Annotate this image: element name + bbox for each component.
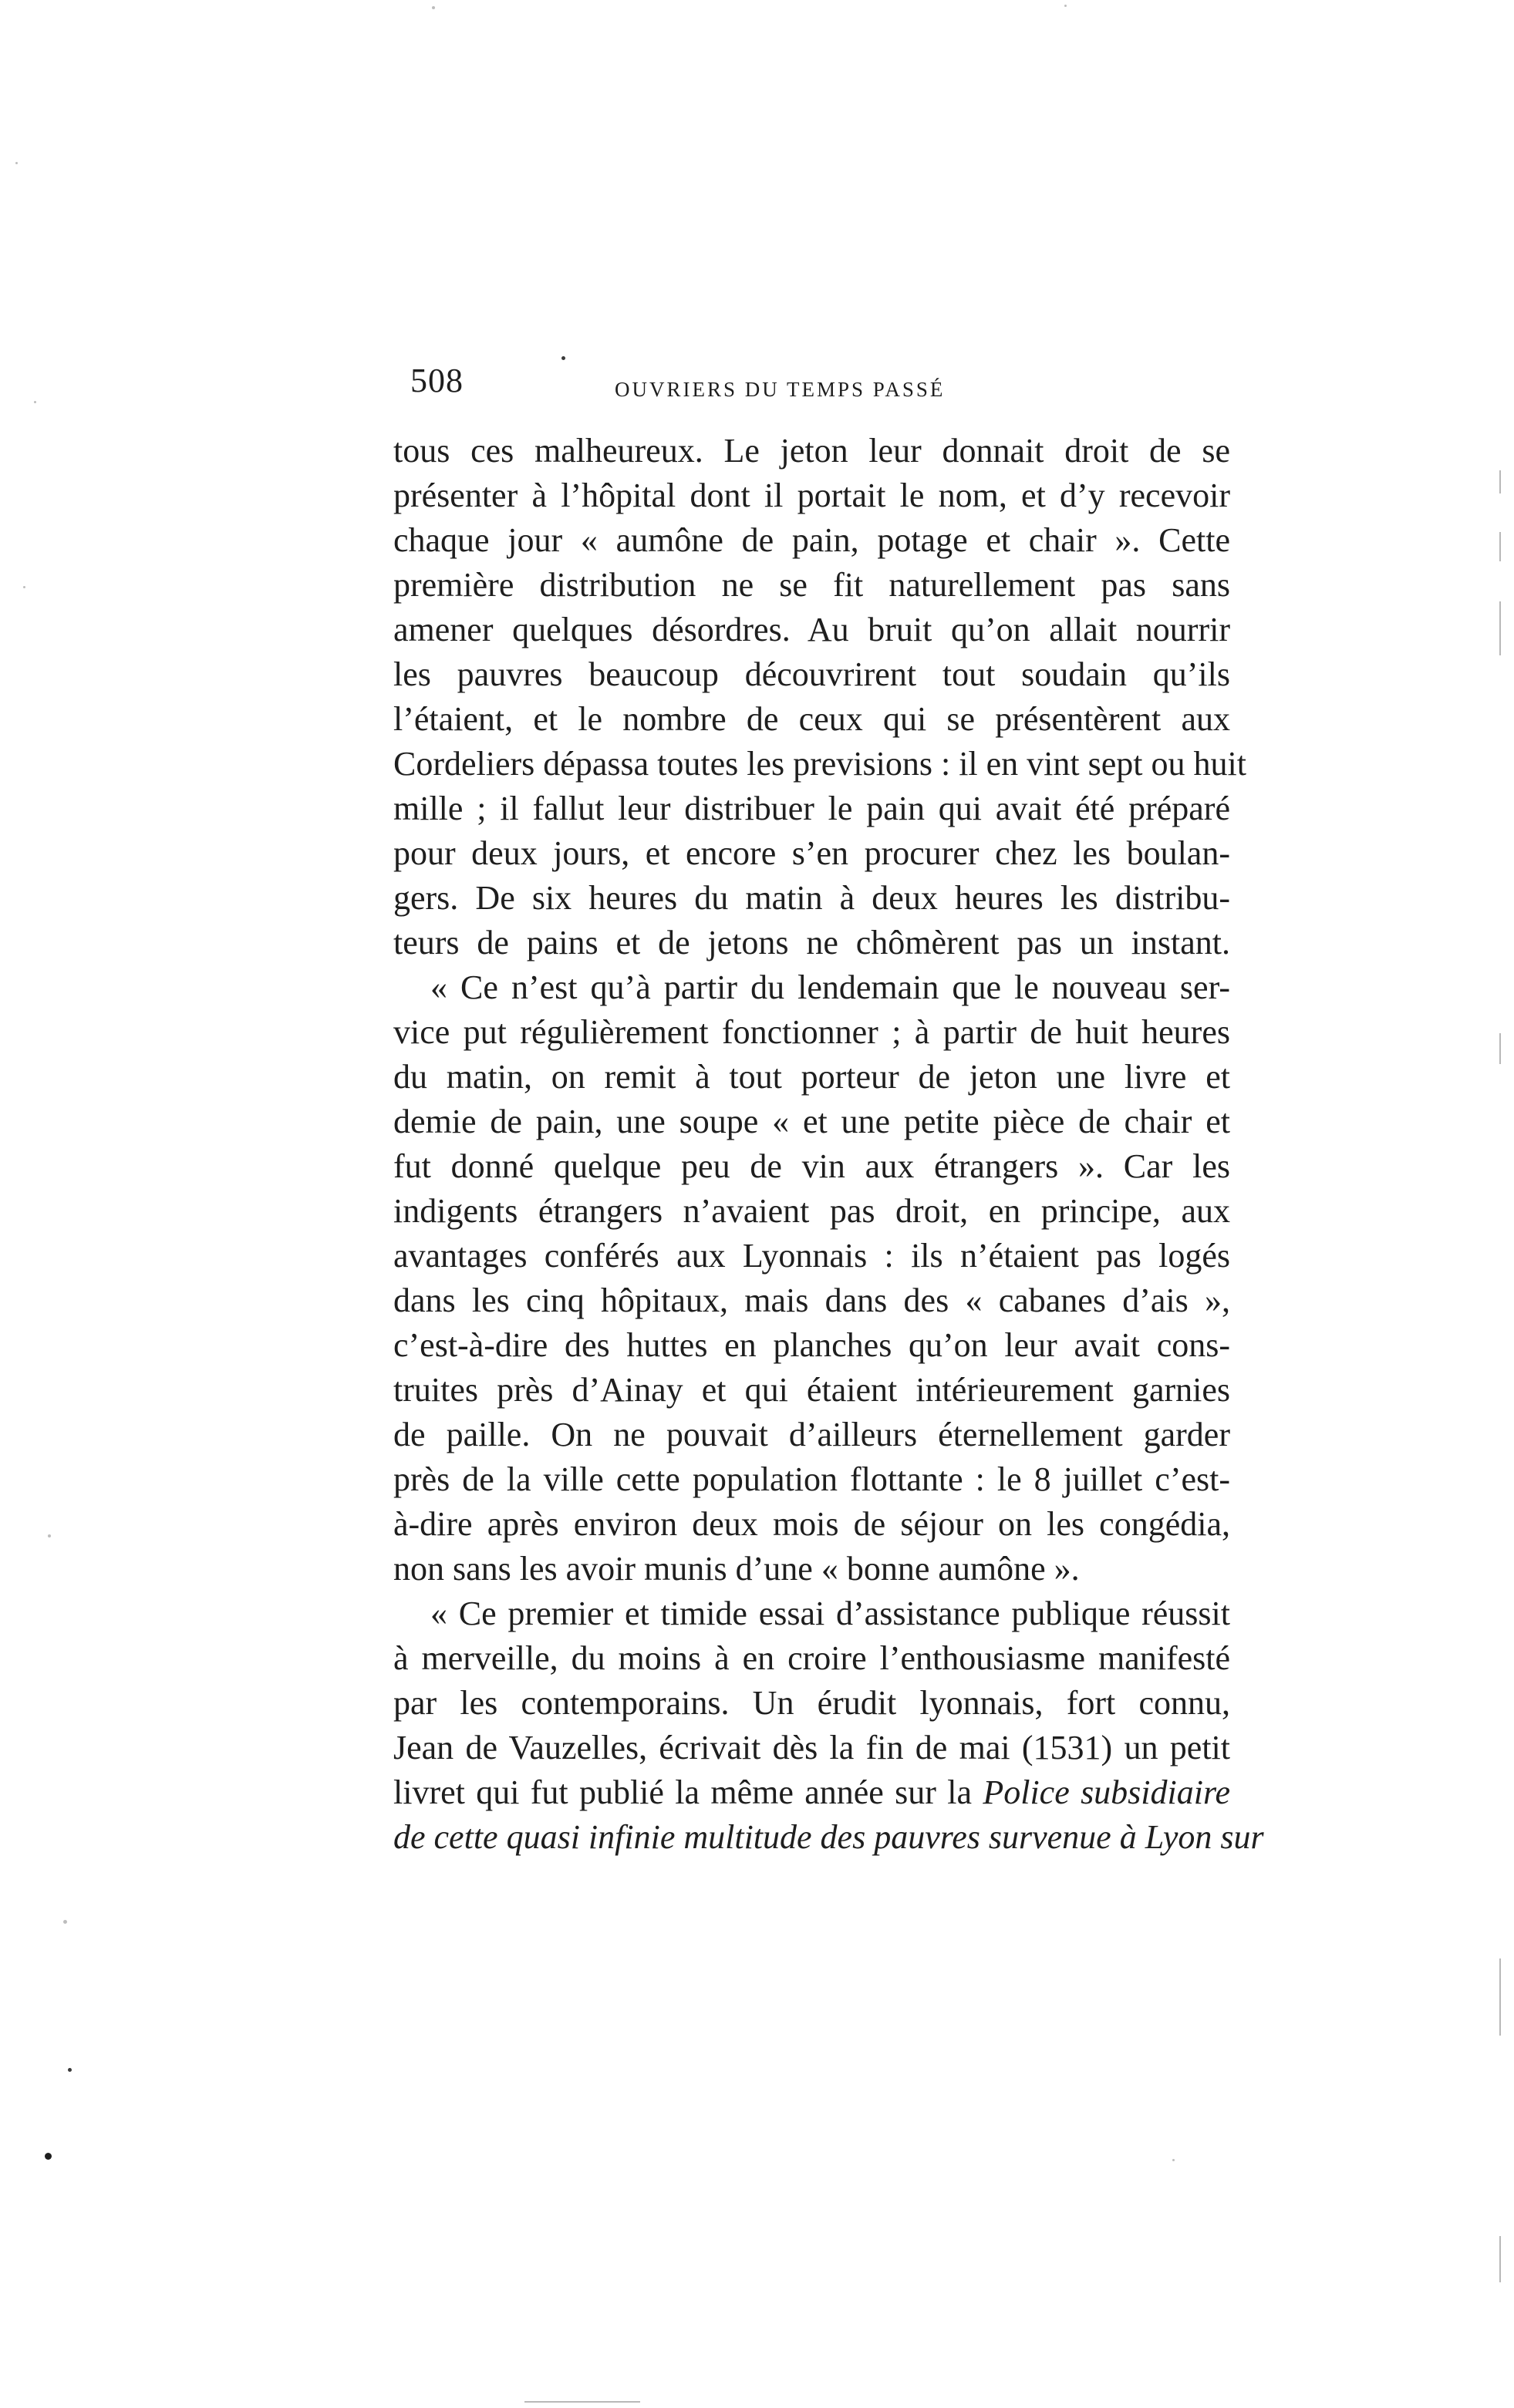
text-line: l’étaient, et le nombre de ceux qui se présentèrent aux [393, 700, 1230, 738]
edge-mark [1499, 1958, 1501, 2036]
edge-mark [1499, 532, 1501, 561]
paragraph-2 [393, 965, 1230, 1591]
edge-mark [1499, 601, 1501, 655]
paragraph-3 [393, 1591, 1264, 1860]
italic-title: Police subsidiaire [983, 1773, 1231, 1811]
text-line [393, 1815, 1264, 1860]
text-line: Cordeliers dépassa toutes les previsions : il en vint sept ou huit [393, 745, 1246, 783]
text-line: indigents étrangers n’avaient pas droit, en principe, aux [393, 1192, 1230, 1230]
text-line [393, 1770, 1230, 1815]
body-text [393, 429, 1264, 1860]
paragraph-1 [393, 429, 1246, 965]
text-run: livret qui fut publié la même année sur la [393, 1773, 972, 1811]
text-line: gers. De six heures du matin à deux heures les distribu- [393, 879, 1230, 917]
text-line: « Ce n’est qu’à partir du lendemain que le nouveau ser- [430, 968, 1230, 1006]
text-line: à merveille, du moins à en croire l’enthousiasme manifesté [393, 1639, 1230, 1677]
text-line: par les contemporains. Un érudit lyonnais, fort connu, [393, 1684, 1230, 1722]
text-line: demie de pain, une soupe « et une petite pièce de chair et [393, 1103, 1230, 1140]
text-line: de paille. On ne pouvait d’ailleurs éternellement garder [393, 1416, 1230, 1453]
edge-mark [1499, 2236, 1501, 2282]
text-line: c’est-à-dire des huttes en planches qu’on leur avait cons- [393, 1326, 1230, 1364]
text-line: du matin, on remit à tout porteur de jeton une livre et [393, 1058, 1230, 1096]
running-head: OUVRIERS DU TEMPS PASSÉ [615, 378, 946, 401]
page-header [410, 361, 1220, 407]
page-number: 508 [410, 362, 464, 399]
text-line: tous ces malheureux. Le jeton leur donnait droit de se [393, 432, 1230, 470]
text-line: à-dire après environ deux mois de séjour on les congédia, [393, 1505, 1230, 1543]
edge-mark [1499, 470, 1501, 493]
text-line: chaque jour « aumône de pain, potage et chair ». Cette [393, 521, 1230, 559]
text-line: mille ; il fallut leur distribuer le pain qui avait été préparé [393, 790, 1230, 827]
text-line: « Ce premier et timide essai d’assistance publique réussit [430, 1595, 1230, 1632]
text-line: avantages conférés aux Lyonnais : ils n’étaient pas logés [393, 1237, 1230, 1275]
text-line: dans les cinq hôpitaux, mais dans des « cabanes d’ais », [393, 1281, 1230, 1319]
text-line: près de la ville cette population flottante : le 8 juillet c’est- [393, 1460, 1230, 1498]
text-line: Jean de Vauzelles, écrivait dès la fin de mai (1531) un petit [393, 1729, 1230, 1766]
text-line: première distribution ne se fit naturellement pas sans [393, 566, 1230, 604]
text-line: non sans les avoir munis d’une « bonne aumône ». [393, 1550, 1080, 1588]
text-line: présenter à l’hôpital dont il portait le nom, et d’y recevoir [393, 477, 1230, 514]
text-line: pour deux jours, et encore s’en procurer chez les boulan- [393, 834, 1230, 872]
text-line: les pauvres beaucoup découvrirent tout soudain qu’ils [393, 655, 1230, 693]
bottom-mark [524, 2401, 640, 2403]
text-line: fut donné quelque peu de vin aux étrangers ». Car les [393, 1147, 1230, 1185]
italic-title: de cette quasi infinie multitude des pauvres survenue à Lyon sur [393, 1818, 1264, 1856]
edge-mark [1499, 1033, 1501, 1064]
text-line: teurs de pains et de jetons ne chômèrent pas un instant. [393, 924, 1230, 962]
text-line: truites près d’Ainay et qui étaient intérieurement garnies [393, 1371, 1230, 1409]
text-line: amener quelques désordres. Au bruit qu’on allait nourrir [393, 611, 1230, 648]
text-line: vice put régulièrement fonctionner ; à partir de huit heures [393, 1013, 1230, 1051]
